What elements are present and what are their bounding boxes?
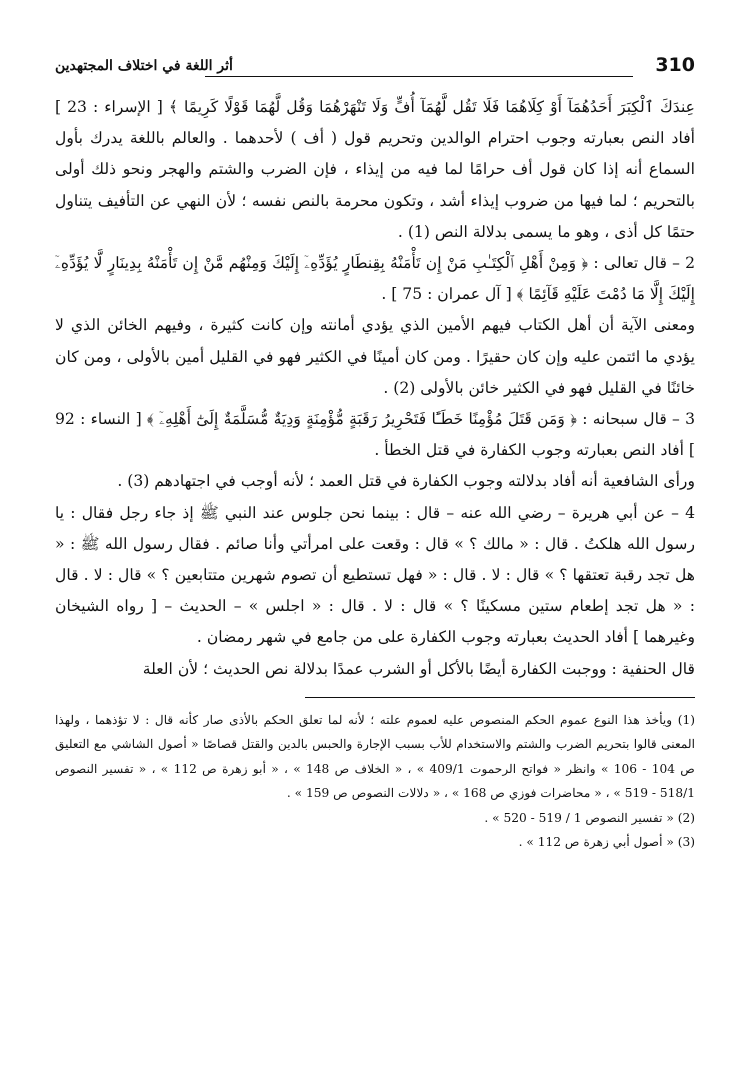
paragraph-quran-isra: عِندَكَ ٱلْكِبَرَ أَحَدُهُمَآ أَوْ كِلَاهُمَا فَلَا تَقُل لَّهُمَآ أُفٍّ وَلَا تَنْهَرْهُمَا وَقُل لَّهُمَا قَوْلًا كَرِيمًا ﴾ [ الإسراء : 23 ] أفاد النص بعبارته وجوب احترام الوالدين وتحريم قول ( أف ) لأحدهما . والعالم باللغة يدرك بأول السماع أنه إذا كان قول أف حرامًا لما فيه من إيذاء ، فإن الضرب والشتم والهجر ونحو ذلك أولى بالتحريم ؛ لما فيها من ضروب إيذاء أشد ، وتكون محرمة بالنص نفسه ؛ لأن النهي عن التأفيف يتناول حتمًا كل أذى ، وهو ما يسمى بدلالة النص (1) . <box>55 98 695 241</box>
page-header <box>55 52 695 86</box>
footnote-row <box>55 806 695 831</box>
footnotes <box>55 708 695 855</box>
paragraph-example-2-explanation: ومعنى الآية أن أهل الكتاب فيهم الأمين الذي يؤدي أمانته وإن كانت كثيرة ، وفيهم الخائن الذي لا يؤدي ما ائتمن عليه وإن كان حقيرًا . ومن كان أمينًا في الكثير فهو في القليل أمين بالأولى ، ومن كان خائنًا في القليل فهو في الكثير خائن بالأولى (2) . <box>55 316 695 397</box>
footnote-separator <box>305 697 695 698</box>
paragraph-example-4-hadith: 4 – عن أبي هريرة – رضي الله عنه – قال : بينما نحن جلوس عند النبي ﷺ إذ جاء رجل فقال : يا رسول الله هلكتُ . قال : « مالك ؟ » قال : وقعت على امرأتي وأنا صائم . فقال رسول الله ﷺ : « هل تجد رقبة تعتقها ؟ » قال : لا . قال : « فهل تستطيع أن تصوم شهرين متتابعين ؟ » قال : لا . قال : « هل تجد إطعام ستين مسكينًا ؟ » قال : لا . قال : « اجلس » – الحديث – [ رواه الشيخان وغيرهما ] أفاد الحديث بعبارته وجوب الكفارة على من جامع في شهر رمضان . <box>55 503 695 647</box>
running-title: أثر اللغة في اختلاف المجتهدين <box>55 58 233 74</box>
page-number: 310 <box>655 54 695 76</box>
footnote-1: (1) ويأخذ هذا النوع عموم الحكم المنصوص عليه لعموم علته ؛ لأنه لما تعلق الحكم بالأذى صار كأنه قال : لا تؤذهما ، ولهذا المعنى قالوا بتحريم الضرب والشتم والاستخدام للأب بسبب الإجارة والحبس بالدين والقتل قصاصًا « أصول الشاشي مع التعليق ص 104 - 106 » وانظر « فواتح الرحموت 409/1 » ، « الخلاف ص 148 » ، « أبو زهرة ص 112 » ، « تفسير النصوص 518/1 - 519 » ، « محاضرات فوزي ص 168 » ، « دلالات النصوص ص 159 » . <box>55 712 696 801</box>
paragraph-example-2: 2 – قال تعالى : ﴿ وَمِنْ أَهْلِ ٱلْكِتَـٰبِ مَنْ إِن تَأْمَنْهُ بِقِنطَارٍ يُؤَدِّهِۦٓ إِلَيْكَ وَمِنْهُم مَّنْ إِن تَأْمَنْهُ بِدِينَارٍ لَّا يُؤَدِّهِۦٓ إِلَيْكَ إِلَّا مَا دُمْتَ عَلَيْهِ قَآئِمًا ﴾ [ آل عمران : 75 ] . <box>55 254 695 304</box>
paragraph-example-3: 3 – قال سبحانه : ﴿ وَمَن قَتَلَ مُؤْمِنًا خَطَـًٔا فَتَحْرِيرُ رَقَبَةٍ مُّؤْمِنَةٍ وَدِيَةٌ مُّسَلَّمَةٌ إِلَىٰٓ أَهْلِهِۦٓ ﴾ [ النساء : 92 ] أفاد النص بعبارته وجوب الكفارة في قتل الخطأ . <box>55 410 695 460</box>
body-text <box>55 92 695 685</box>
footnote-2: (2) « تفسير النصوص 1 / 519 - 520 » . <box>484 810 695 825</box>
paragraph-hanafi-view: قال الحنفية : ووجبت الكفارة أيضًا بالأكل أو الشرب عمدًا بدلالة نص الحديث ؛ لأن العلة <box>142 659 695 678</box>
book-page <box>55 52 695 1062</box>
header-rule <box>205 76 633 77</box>
paragraph-shafii-view: ورأى الشافعية أنه أفاد بدلالته وجوب الكفارة في قتل العمد ؛ لأنه أوجب في اجتهادهم (3) . <box>117 472 695 491</box>
footnote-3: (3) « أصول أبي زهرة ص 112 » . <box>518 835 695 850</box>
